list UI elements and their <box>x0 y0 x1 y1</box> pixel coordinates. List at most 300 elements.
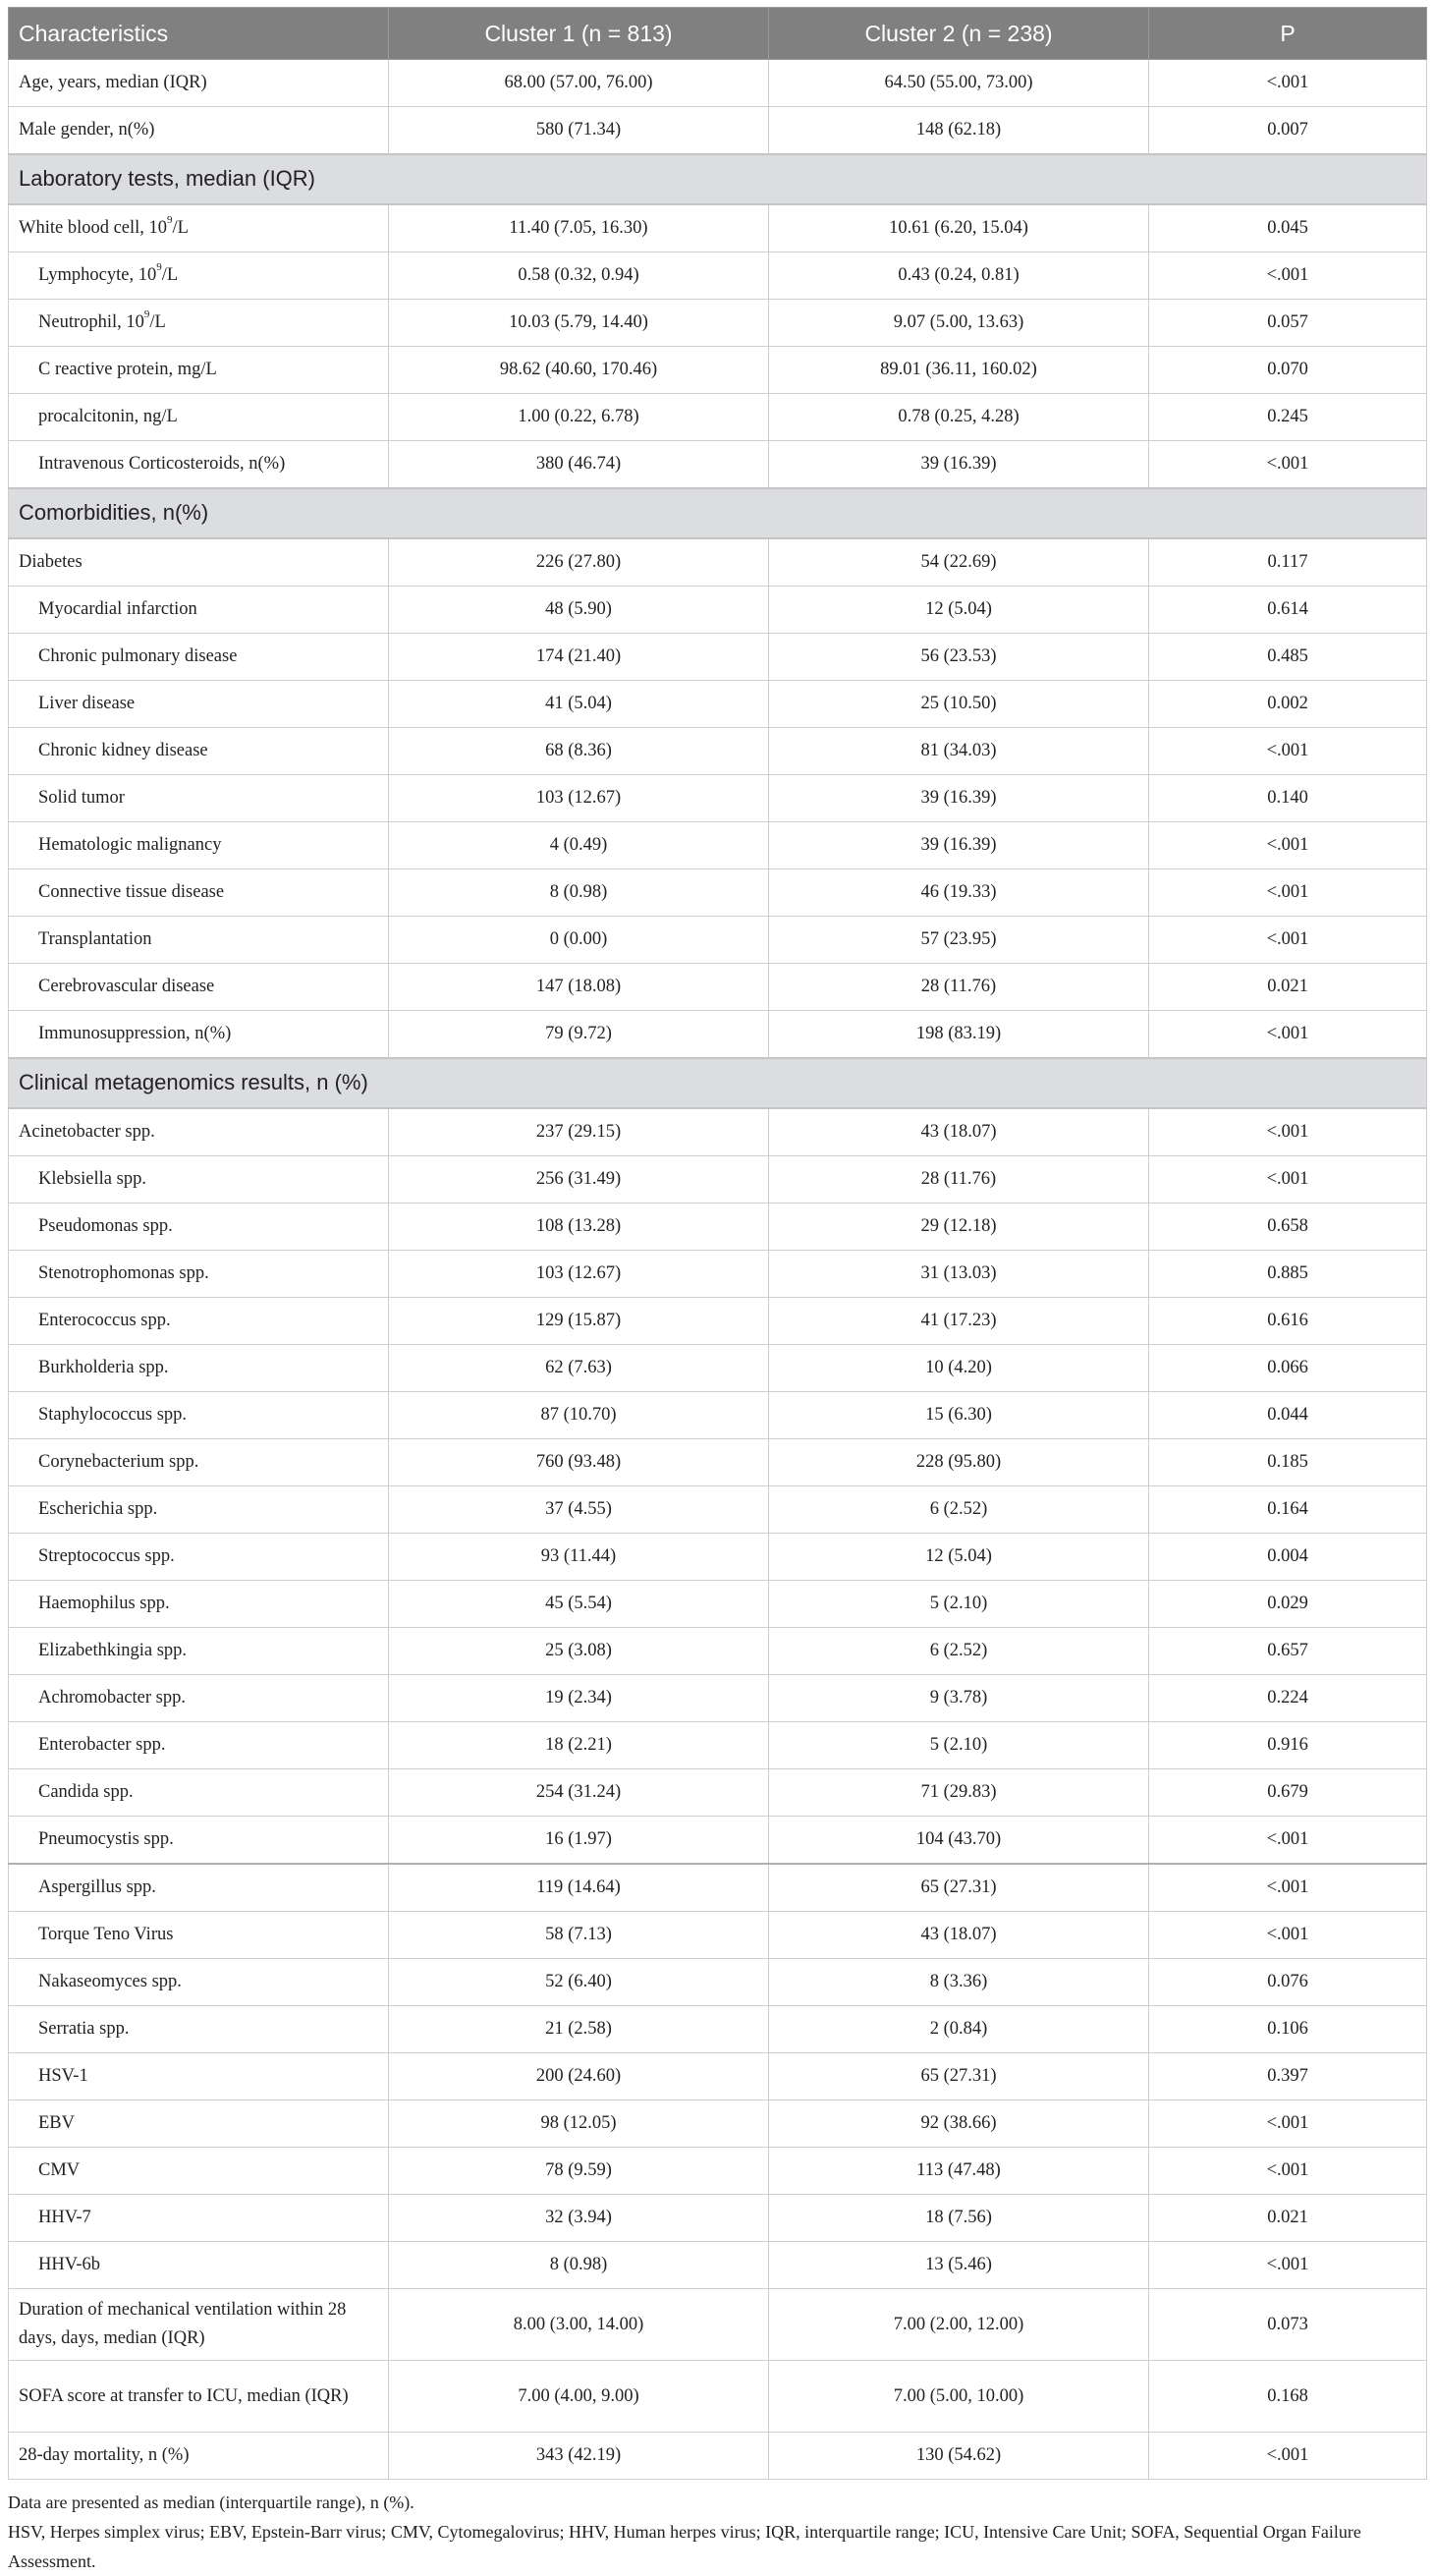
cluster-1-value: 98.62 (40.60, 170.46) <box>389 347 769 394</box>
cluster-1-value: 0 (0.00) <box>389 917 769 964</box>
section-heading: Clinical metagenomics results, n (%) <box>9 1058 1427 1108</box>
row-label <box>9 1345 389 1392</box>
p-value: 0.076 <box>1149 1959 1427 2006</box>
cluster-1-value: 0.58 (0.32, 0.94) <box>389 252 769 300</box>
p-value: 0.073 <box>1149 2289 1427 2361</box>
cluster-1-value: 25 (3.08) <box>389 1628 769 1675</box>
p-value: 0.066 <box>1149 1345 1427 1392</box>
cluster-1-value: 108 (13.28) <box>389 1204 769 1251</box>
cluster-2-value: 13 (5.46) <box>769 2242 1149 2289</box>
label-text: Pneumocystis spp. <box>38 1829 174 1850</box>
row-label <box>9 1675 389 1722</box>
cluster-2-value: 81 (34.03) <box>769 728 1149 775</box>
p-value: 0.657 <box>1149 1628 1427 1675</box>
label-text: Diabetes <box>19 552 83 573</box>
cluster-2-value: 71 (29.83) <box>769 1769 1149 1817</box>
table-row <box>9 634 1427 681</box>
cluster-2-value: 29 (12.18) <box>769 1204 1149 1251</box>
row-label <box>9 2433 389 2480</box>
label-text: Immunosuppression, n(%) <box>38 1024 232 1044</box>
cluster-1-value: 52 (6.40) <box>389 1959 769 2006</box>
row-label <box>9 300 389 347</box>
cluster-1-value: 37 (4.55) <box>389 1486 769 1534</box>
row-label <box>9 107 389 155</box>
label-text: Connective tissue disease <box>38 882 225 903</box>
cluster-1-value: 119 (14.64) <box>389 1864 769 1912</box>
cluster-1-value: 68.00 (57.00, 76.00) <box>389 60 769 107</box>
cluster-2-value: 25 (10.50) <box>769 681 1149 728</box>
label-unit: /L <box>161 265 179 286</box>
cluster-1-value: 18 (2.21) <box>389 1722 769 1769</box>
row-label <box>9 538 389 587</box>
cluster-1-value: 103 (12.67) <box>389 775 769 822</box>
row-label <box>9 204 389 252</box>
table-row <box>9 1628 1427 1675</box>
label-text: Enterobacter spp. <box>38 1735 166 1756</box>
label-text: Acinetobacter spp. <box>19 1122 155 1143</box>
row-label <box>9 917 389 964</box>
p-value: 0.004 <box>1149 1534 1427 1581</box>
cluster-1-value: 8 (0.98) <box>389 869 769 917</box>
row-label <box>9 2361 389 2433</box>
table-body <box>9 60 1427 2480</box>
cluster-1-value: 147 (18.08) <box>389 964 769 1011</box>
table-row <box>9 1156 1427 1204</box>
row-label <box>9 1156 389 1204</box>
p-value: 0.117 <box>1149 538 1427 587</box>
cluster-1-value: 8.00 (3.00, 14.00) <box>389 2289 769 2361</box>
label-text: SOFA score at transfer to ICU, median (IQR) <box>19 2385 349 2406</box>
label-text: Staphylococcus spp. <box>38 1405 188 1426</box>
table-row <box>9 1011 1427 1059</box>
table-row <box>9 1959 1427 2006</box>
p-value: 0.168 <box>1149 2361 1427 2433</box>
p-value: 0.485 <box>1149 634 1427 681</box>
label-text: Myocardial infarction <box>38 599 197 620</box>
label-text: Klebsiella spp. <box>38 1169 146 1190</box>
table-row <box>9 869 1427 917</box>
cluster-2-value: 6 (2.52) <box>769 1486 1149 1534</box>
cluster-2-value: 104 (43.70) <box>769 1817 1149 1865</box>
cluster-1-value: 21 (2.58) <box>389 2006 769 2053</box>
row-label <box>9 964 389 1011</box>
table-row <box>9 1534 1427 1581</box>
cluster-1-value: 79 (9.72) <box>389 1011 769 1059</box>
cluster-2-value: 89.01 (36.11, 160.02) <box>769 347 1149 394</box>
p-value: 0.140 <box>1149 775 1427 822</box>
cluster-2-value: 28 (11.76) <box>769 964 1149 1011</box>
cluster-2-value: 12 (5.04) <box>769 1534 1149 1581</box>
row-label <box>9 2289 389 2361</box>
table-row <box>9 2053 1427 2100</box>
footnote: Data are presented as median (interquartile range), n (%). <box>8 2492 414 2512</box>
row-label <box>9 1864 389 1912</box>
section-heading: Laboratory tests, median (IQR) <box>9 154 1427 204</box>
p-value: <.001 <box>1149 2148 1427 2195</box>
label-text: Solid tumor <box>38 788 125 809</box>
cluster-1-value: 8 (0.98) <box>389 2242 769 2289</box>
p-value: 0.164 <box>1149 1486 1427 1534</box>
cluster-2-value: 28 (11.76) <box>769 1156 1149 1204</box>
cluster-2-value: 198 (83.19) <box>769 1011 1149 1059</box>
header-p: P <box>1149 8 1427 60</box>
cluster-2-value: 64.50 (55.00, 73.00) <box>769 60 1149 107</box>
cluster-2-value: 43 (18.07) <box>769 1108 1149 1156</box>
table-row <box>9 2242 1427 2289</box>
section-heading: Comorbidities, n(%) <box>9 488 1427 538</box>
row-label <box>9 1817 389 1865</box>
cluster-2-value: 39 (16.39) <box>769 775 1149 822</box>
label-text: Age, years, median (IQR) <box>19 73 207 93</box>
cluster-2-value: 5 (2.10) <box>769 1722 1149 1769</box>
table-row <box>9 300 1427 347</box>
p-value: 0.106 <box>1149 2006 1427 2053</box>
table-row <box>9 2006 1427 2053</box>
label-text: 28-day mortality, n (%) <box>19 2445 190 2466</box>
table-row <box>9 1439 1427 1486</box>
cluster-1-value: 226 (27.80) <box>389 538 769 587</box>
cluster-2-value: 39 (16.39) <box>769 822 1149 869</box>
table-row <box>9 441 1427 489</box>
row-label <box>9 1959 389 2006</box>
cluster-1-value: 11.40 (7.05, 16.30) <box>389 204 769 252</box>
label-text: Transplantation <box>38 929 152 950</box>
cluster-2-value: 65 (27.31) <box>769 1864 1149 1912</box>
cluster-1-value: 62 (7.63) <box>389 1345 769 1392</box>
p-value: <.001 <box>1149 917 1427 964</box>
label-superscript: 9 <box>143 308 150 321</box>
label-text: EBV <box>38 2113 75 2134</box>
row-label <box>9 2100 389 2148</box>
cluster-2-value: 9.07 (5.00, 13.63) <box>769 300 1149 347</box>
p-value: 0.045 <box>1149 204 1427 252</box>
label-text: Intravenous Corticosteroids, n(%) <box>38 454 286 475</box>
cluster-2-value: 0.78 (0.25, 4.28) <box>769 394 1149 441</box>
label-text: Duration of mechanical ventilation within 28 days, days, median (IQR) <box>19 2300 347 2348</box>
label-text: Liver disease <box>38 694 136 714</box>
label-text: Enterococcus spp. <box>38 1311 171 1331</box>
label-unit: /L <box>149 312 166 333</box>
p-value: 0.057 <box>1149 300 1427 347</box>
cluster-1-value: 580 (71.34) <box>389 107 769 155</box>
label-text: HSV-1 <box>38 2066 88 2087</box>
row-label <box>9 1108 389 1156</box>
cluster-2-value: 7.00 (5.00, 10.00) <box>769 2361 1149 2433</box>
cluster-1-value: 760 (93.48) <box>389 1439 769 1486</box>
table-row <box>9 204 1427 252</box>
table-row <box>9 1108 1427 1156</box>
cluster-1-value: 7.00 (4.00, 9.00) <box>389 2361 769 2433</box>
row-label <box>9 1581 389 1628</box>
cluster-1-value: 48 (5.90) <box>389 587 769 634</box>
p-value: <.001 <box>1149 2100 1427 2148</box>
row-label <box>9 1912 389 1959</box>
row-label <box>9 728 389 775</box>
cluster-2-value: 228 (95.80) <box>769 1439 1149 1486</box>
row-label <box>9 822 389 869</box>
label-text: Burkholderia spp. <box>38 1358 169 1378</box>
section-row <box>9 488 1427 538</box>
row-label <box>9 869 389 917</box>
cluster-2-value: 130 (54.62) <box>769 2433 1149 2480</box>
p-value: <.001 <box>1149 1864 1427 1912</box>
label-text: White blood cell, 10 <box>19 218 168 239</box>
cluster-2-value: 31 (13.03) <box>769 1251 1149 1298</box>
table-row <box>9 60 1427 107</box>
p-value: <.001 <box>1149 1912 1427 1959</box>
table-row <box>9 1392 1427 1439</box>
row-label <box>9 587 389 634</box>
p-value: 0.224 <box>1149 1675 1427 1722</box>
cluster-1-value: 1.00 (0.22, 6.78) <box>389 394 769 441</box>
label-text: Candida spp. <box>38 1782 134 1803</box>
table-row <box>9 1345 1427 1392</box>
p-value: 0.185 <box>1149 1439 1427 1486</box>
p-value: <.001 <box>1149 728 1427 775</box>
label-superscript: 9 <box>167 214 173 227</box>
label-text: HHV-6b <box>38 2255 101 2275</box>
cluster-1-value: 32 (3.94) <box>389 2195 769 2242</box>
label-text: Serratia spp. <box>38 2019 130 2040</box>
p-value: <.001 <box>1149 2242 1427 2289</box>
cluster-1-value: 4 (0.49) <box>389 822 769 869</box>
table-container <box>8 7 1426 2576</box>
cluster-1-value: 200 (24.60) <box>389 2053 769 2100</box>
row-label <box>9 441 389 489</box>
p-value: <.001 <box>1149 252 1427 300</box>
cluster-2-value: 2 (0.84) <box>769 2006 1149 2053</box>
cluster-2-value: 65 (27.31) <box>769 2053 1149 2100</box>
label-text: Stenotrophomonas spp. <box>38 1263 209 1284</box>
row-label <box>9 1251 389 1298</box>
table-row <box>9 107 1427 155</box>
cluster-2-value: 56 (23.53) <box>769 634 1149 681</box>
label-text: Chronic kidney disease <box>38 741 208 761</box>
cluster-1-value: 254 (31.24) <box>389 1769 769 1817</box>
table-row <box>9 1251 1427 1298</box>
p-value: <.001 <box>1149 1108 1427 1156</box>
cluster-1-value: 343 (42.19) <box>389 2433 769 2480</box>
label-text: Streptococcus spp. <box>38 1546 175 1567</box>
table-row <box>9 1912 1427 1959</box>
cluster-2-value: 57 (23.95) <box>769 917 1149 964</box>
table-row <box>9 775 1427 822</box>
p-value: 0.245 <box>1149 394 1427 441</box>
row-label <box>9 252 389 300</box>
label-text: procalcitonin, ng/L <box>38 407 178 427</box>
row-label <box>9 1439 389 1486</box>
p-value: <.001 <box>1149 441 1427 489</box>
table-row <box>9 2195 1427 2242</box>
row-label <box>9 1204 389 1251</box>
label-text: Male gender, n(%) <box>19 120 155 140</box>
table-row <box>9 917 1427 964</box>
p-value: <.001 <box>1149 2433 1427 2480</box>
p-value: 0.885 <box>1149 1251 1427 1298</box>
label-text: Achromobacter spp. <box>38 1688 187 1708</box>
p-value: <.001 <box>1149 869 1427 917</box>
header-row <box>9 8 1427 60</box>
row-label <box>9 1486 389 1534</box>
cluster-1-value: 78 (9.59) <box>389 2148 769 2195</box>
label-text: Hematologic malignancy <box>38 835 222 856</box>
cluster-2-value: 41 (17.23) <box>769 1298 1149 1345</box>
cluster-1-value: 256 (31.49) <box>389 1156 769 1204</box>
footnotes <box>8 2488 1426 2576</box>
cluster-1-value: 129 (15.87) <box>389 1298 769 1345</box>
cluster-1-value: 45 (5.54) <box>389 1581 769 1628</box>
p-value: 0.029 <box>1149 1581 1427 1628</box>
p-value: 0.070 <box>1149 347 1427 394</box>
label-text: Elizabethkingia spp. <box>38 1641 188 1661</box>
label-text: CMV <box>38 2160 81 2181</box>
row-label <box>9 347 389 394</box>
header-cluster-1: Cluster 1 (n = 813) <box>389 8 769 60</box>
cluster-2-value: 9 (3.78) <box>769 1675 1149 1722</box>
label-text: Escherichia spp. <box>38 1499 158 1520</box>
header-cluster-2: Cluster 2 (n = 238) <box>769 8 1149 60</box>
row-label <box>9 1722 389 1769</box>
row-label <box>9 60 389 107</box>
row-label <box>9 2006 389 2053</box>
table-row <box>9 681 1427 728</box>
cluster-1-value: 380 (46.74) <box>389 441 769 489</box>
table-row <box>9 2148 1427 2195</box>
label-text: Aspergillus spp. <box>38 1877 156 1898</box>
table-row <box>9 1298 1427 1345</box>
cluster-2-value: 7.00 (2.00, 12.00) <box>769 2289 1149 2361</box>
label-text: HHV-7 <box>38 2208 91 2228</box>
row-label <box>9 1392 389 1439</box>
cluster-2-value: 5 (2.10) <box>769 1581 1149 1628</box>
cluster-1-value: 174 (21.40) <box>389 634 769 681</box>
cluster-1-value: 41 (5.04) <box>389 681 769 728</box>
table-row <box>9 587 1427 634</box>
table-row <box>9 2433 1427 2480</box>
row-label <box>9 1534 389 1581</box>
cluster-2-value: 39 (16.39) <box>769 441 1149 489</box>
cluster-2-value: 92 (38.66) <box>769 2100 1149 2148</box>
table-row <box>9 1675 1427 1722</box>
label-text: Corynebacterium spp. <box>38 1452 199 1473</box>
row-label <box>9 1628 389 1675</box>
p-value: 0.616 <box>1149 1298 1427 1345</box>
cluster-1-value: 93 (11.44) <box>389 1534 769 1581</box>
table-row <box>9 538 1427 587</box>
label-text: Cerebrovascular disease <box>38 977 215 997</box>
table-row <box>9 394 1427 441</box>
row-label <box>9 2148 389 2195</box>
p-value: 0.397 <box>1149 2053 1427 2100</box>
cluster-2-value: 10.61 (6.20, 15.04) <box>769 204 1149 252</box>
cluster-2-value: 46 (19.33) <box>769 869 1149 917</box>
row-label <box>9 1011 389 1059</box>
cluster-1-value: 10.03 (5.79, 14.40) <box>389 300 769 347</box>
table-row <box>9 1864 1427 1912</box>
p-value: 0.021 <box>1149 964 1427 1011</box>
label-text: Torque Teno Virus <box>38 1925 174 1945</box>
cluster-1-value: 19 (2.34) <box>389 1675 769 1722</box>
label-text: C reactive protein, mg/L <box>38 360 217 380</box>
footnote: HSV, Herpes simplex virus; EBV, Epstein-Barr virus; CMV, Cytomegalovirus; HHV, Human herpes virus; IQR, interquartile range; ICU, Intensive Care Unit; SOFA, Sequential Organ Failure Assessment. <box>8 2522 1361 2571</box>
cluster-2-value: 6 (2.52) <box>769 1628 1149 1675</box>
p-value: 0.021 <box>1149 2195 1427 2242</box>
table-row <box>9 2289 1427 2361</box>
cluster-2-value: 15 (6.30) <box>769 1392 1149 1439</box>
table-row <box>9 252 1427 300</box>
cluster-1-value: 87 (10.70) <box>389 1392 769 1439</box>
row-label <box>9 2053 389 2100</box>
p-value: <.001 <box>1149 1011 1427 1059</box>
p-value: 0.007 <box>1149 107 1427 155</box>
label-superscript: 9 <box>156 261 162 274</box>
cluster-2-value: 43 (18.07) <box>769 1912 1149 1959</box>
row-label <box>9 1769 389 1817</box>
label-text: Pseudomonas spp. <box>38 1216 173 1237</box>
table-row <box>9 2361 1427 2433</box>
cluster-2-value: 54 (22.69) <box>769 538 1149 587</box>
table-row <box>9 964 1427 1011</box>
row-label <box>9 775 389 822</box>
cluster-2-value: 18 (7.56) <box>769 2195 1149 2242</box>
table-row <box>9 347 1427 394</box>
cluster-1-value: 103 (12.67) <box>389 1251 769 1298</box>
cluster-1-value: 58 (7.13) <box>389 1912 769 1959</box>
label-text: Chronic pulmonary disease <box>38 646 238 667</box>
cluster-2-value: 10 (4.20) <box>769 1345 1149 1392</box>
table-row <box>9 1486 1427 1534</box>
label-text: Nakaseomyces spp. <box>38 1972 182 1992</box>
label-text: Haemophilus spp. <box>38 1594 170 1614</box>
p-value: 0.679 <box>1149 1769 1427 1817</box>
row-label <box>9 634 389 681</box>
p-value: 0.916 <box>1149 1722 1427 1769</box>
label-unit: /L <box>172 218 189 239</box>
label-text: Lymphocyte, 10 <box>38 265 157 286</box>
cluster-2-value: 12 (5.04) <box>769 587 1149 634</box>
p-value: 0.614 <box>1149 587 1427 634</box>
p-value: <.001 <box>1149 1817 1427 1865</box>
cluster-1-value: 98 (12.05) <box>389 2100 769 2148</box>
row-label <box>9 681 389 728</box>
p-value: <.001 <box>1149 1156 1427 1204</box>
table-row <box>9 1204 1427 1251</box>
header-characteristics: Characteristics <box>9 8 389 60</box>
p-value: <.001 <box>1149 60 1427 107</box>
section-row <box>9 1058 1427 1108</box>
table-row <box>9 728 1427 775</box>
row-label <box>9 394 389 441</box>
cluster-2-value: 0.43 (0.24, 0.81) <box>769 252 1149 300</box>
cluster-2-value: 148 (62.18) <box>769 107 1149 155</box>
label-text: Neutrophil, 10 <box>38 312 144 333</box>
table-row <box>9 1722 1427 1769</box>
cluster-1-value: 237 (29.15) <box>389 1108 769 1156</box>
cluster-1-value: 16 (1.97) <box>389 1817 769 1865</box>
cluster-1-value: 68 (8.36) <box>389 728 769 775</box>
row-label <box>9 2242 389 2289</box>
row-label <box>9 2195 389 2242</box>
table-row <box>9 1817 1427 1865</box>
section-row <box>9 154 1427 204</box>
p-value: 0.044 <box>1149 1392 1427 1439</box>
table-row <box>9 2100 1427 2148</box>
table-row <box>9 822 1427 869</box>
p-value: 0.002 <box>1149 681 1427 728</box>
p-value: <.001 <box>1149 822 1427 869</box>
characteristics-table <box>8 7 1427 2480</box>
cluster-2-value: 8 (3.36) <box>769 1959 1149 2006</box>
